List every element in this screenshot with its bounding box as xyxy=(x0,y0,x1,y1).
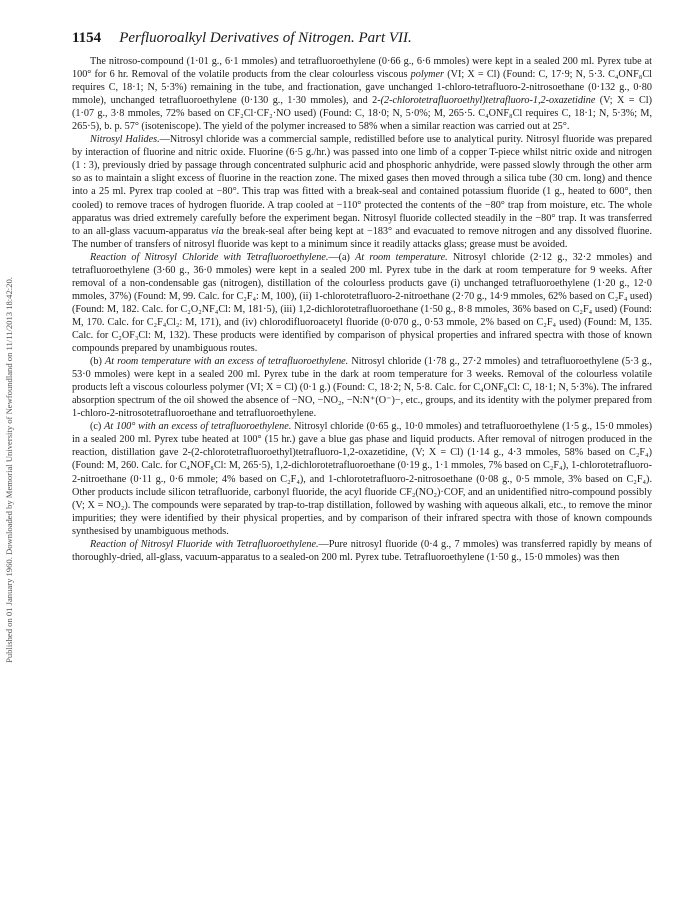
text-run: Nitrosyl chloride (0·65 g., 10·0 mmoles) and tetrafluoroethylene (1·5 g., 15·0 mmoles) in a sealed 200 ml. Pyrex tube heated at 100° (15 hr.) gave a blue gas phase and liquid products. After removal of nitrogen produced in the reaction, distillation gave 2-(2-chlorotetrafluoroethyl)tetrafluoro-1,2-oxazetidine, (V; X = Cl) (1·14 g., 4·3 mmoles, 58% based on C₂F₄) (Found: M, 260. Calc. for C₄NOF₈Cl: M, 265·5), 1,2-dichlorotetrafluoroethane (0·19 g., 1·1 mmoles, 7% based on C₂F₄), 1-chlorotetrafluoro-2-nitroethane (0·11 g., 0·6 mmole; 4% based on C₂F₄), and 1-chlorotetrafluoro-2-nitrosoethane (0·08 g., 0·5 mmole, 3% based on C₂F₄). Other products include silicon tetrafluoride, carbonyl fluoride, the acyl fluoride CF₂(NO₂)·COF, and an unidentified nitro-compound possibly (V; X = NO₂). The compounds were separated by trap-to-trap distillation, followed by washing with aqueous alkali, etc., to remove the minor impurities; they were identified by their physical properties, and by comparison of their infrared spectra with those of known compounds synthesised by unambiguous methods. xyxy=(72,421,653,537)
text-run: the break-seal after being kept at −183° and evacuated to remove nitrogen and any dissolved fluorine. The number of transfers of nitrosyl fluoride was kept to a minimum since it readily attacks glass; grease must be avoided. xyxy=(72,225,652,250)
italic-text-run: At room temperature. xyxy=(355,251,448,263)
text-run: (b) xyxy=(90,356,105,368)
italic-text-run: At room temperature with an excess of tetrafluoroethylene. xyxy=(104,356,349,368)
article-body xyxy=(72,55,652,564)
page-header xyxy=(72,30,652,47)
italic-text-run: Reaction of Nitrosyl Fluoride with Tetrafluoroethylene. xyxy=(90,538,319,550)
text-run: (V; X = Cl) (1·07 g., 3·8 mmoles, 72% based on CF₂Cl·CF₂·NO used) (Found: C, 18·0; N, 5·0%; M, 265·5. C₄ONF₈Cl requires C, 18·1; N, 5·3%; M, 265·5), b. p. 57° (isoteniscope). The yield of the polymer increased to 58% when a similar reaction was carried out at 25°. xyxy=(72,95,652,133)
paragraph xyxy=(72,251,652,355)
paragraph xyxy=(72,55,652,133)
text-run: Nitrosyl chloride (1·78 g., 27·2 mmoles) and tetrafluoroethylene (5·3 g., 53·0 mmoles) were kept in a sealed 200 ml. Pyrex tube in the dark at room temperature for 3 weeks. Removal of the colourless volatile products left a viscous colourless polymer (VI; X = Cl) (0·1 g.) (Found: C, 18·2; N, 5·8. Calc. for C₄ONF₈Cl: C, 18·1; N, 5·3%). The infrared absorption spectrum of the oil showed the absence of −NO, −NO₂, −N:N⁺(O⁻)−, etc., groups, and its identity with the polymer prepared from 1-chloro-2-nitrosotetrafluoroethane and tetrafluoroethylene. xyxy=(72,356,652,420)
running-title: Perfluoroalkyl Derivatives of Nitrogen. Part VII. xyxy=(119,30,412,46)
text-run: The nitroso-compound (1·01 g., 6·1 mmoles) and tetrafluoroethylene (0·66 g., 6·6 mmoles) were kept in a sealed 200 ml. Pyrex tube at 100° for 6 hr. Removal of the volatile products from the clear colourless viscous xyxy=(72,56,652,81)
page-number: 1154 xyxy=(72,30,102,46)
italic-text-run: polymer xyxy=(410,69,445,81)
paragraph xyxy=(72,133,652,250)
download-sidebar xyxy=(2,90,16,850)
paragraph xyxy=(72,355,652,420)
text-run: (c) xyxy=(90,421,105,433)
italic-text-run: Nitrosyl Halides. xyxy=(90,134,160,146)
download-note: Published on 01 January 1960. Downloaded by Memorial University of Newfoundland on 11/11/2013 18:42:20. xyxy=(4,277,14,663)
italic-text-run: via xyxy=(211,225,224,237)
text-run: (VI; X = Cl) (Found: C, 17·9; N, 5·3. C₄ONF₈Cl requires C, 18·1; N, 5·3%) remaining in the tube, and fractionation, gave unchanged 1-chloro-tetrafluoro-2-nitrosoethane (0·132 g., 0·80 mmole), unchanged tetrafluoroethylene (0·130 g., 1·30 mmoles), and 2- xyxy=(72,69,652,107)
paragraph xyxy=(72,420,652,537)
text-run: Nitrosyl chloride (2·12 g., 32·2 mmoles) and tetrafluoroethylene (3·60 g., 36·0 mmoles) were kept in a sealed 200 ml. Pyrex tube in the dark at room temperature for 9 weeks. After removal of a non-condensable gas (nitrogen), distillation of the colourless products gave (i) unchanged tetrafluoroethylene (1·20 g., 12·0 mmoles, 37%) (Found: M, 99. Calc. for C₂F₄: M, 100), (ii) 1-chlorotetrafluoro-2-nitroethane (2·70 g., 14·9 mmoles, 62% based on C₂F₄ used) (Found: M, 182. Calc. for C₂O₂NF₄Cl: M, 181·5), (iii) 1,2-dichlorotetrafluoroethane (1·50 g., 8·8 mmoles, 36% based on C₂F₄ used) (Found: M, 170. Calc. for C₂F₄Cl₂: M, 171), and (iv) chlorodifluoroacetyl fluoride (0·070 g., 0·53 mmole, 2% based on C₂F₄ used) (Found: M, 135. Calc. for C₂OF₃Cl: M, 132). These products were identified by comparison of physical properties and infrared spectra with those of known compounds prepared by unambiguous routes. xyxy=(72,251,652,355)
article-page xyxy=(72,30,652,900)
text-run: —Nitrosyl chloride was a commercial sample, redistilled before use to analytical purity. Nitrosyl fluoride was prepared by interaction of fluorine and nitric oxide. Fluorine (6·5 g./hr.) was passed into one limb of a copper T-piece whilst nitric oxide and nitrogen (1 : 3), previously dried by passage through concentrated sulphuric acid and phosphoric anhydride, were passed slowly through the other arm so as to maintain a slight excess of fluorine in the reaction zone. The mixed gases then moved through a silica tube (30 cm. long) and thence into a 25 ml. Pyrex trap cooled at −80°. This trap was fitted with a break-seal and contained potassium fluoride (1 g., heated to 600°, then cooled) to remove traces of hydrogen fluoride. A trap cooled at −110° protected the contents of the −80° trap from moisture, etc. The whole apparatus was dried extremely carefully before the experiment began. Nitrosyl fluoride collected steadily in the −80° trap. It was transferred to an all-glass vacuum-apparatus xyxy=(72,134,652,237)
italic-text-run: (2-chlorotetrafluoroethyl)tetrafluoro-1,2-oxazetidine xyxy=(380,95,596,107)
italic-text-run: At 100° with an excess of tetrafluoroethylene. xyxy=(104,421,292,433)
text-run: —Pure nitrosyl fluoride (0·4 g., 7 mmoles) was transferred rapidly by means of thoroughly-dried, all-glass, vacuum-apparatus to a sealed-on 200 ml. Pyrex tube. Tetrafluoroethylene (1·50 g., 15·0 mmoles) was then xyxy=(72,538,652,563)
italic-text-run: Reaction of Nitrosyl Chloride with Tetrafluoroethylene. xyxy=(90,251,329,263)
text-run: —(a) xyxy=(328,251,356,263)
paragraph xyxy=(72,538,652,564)
